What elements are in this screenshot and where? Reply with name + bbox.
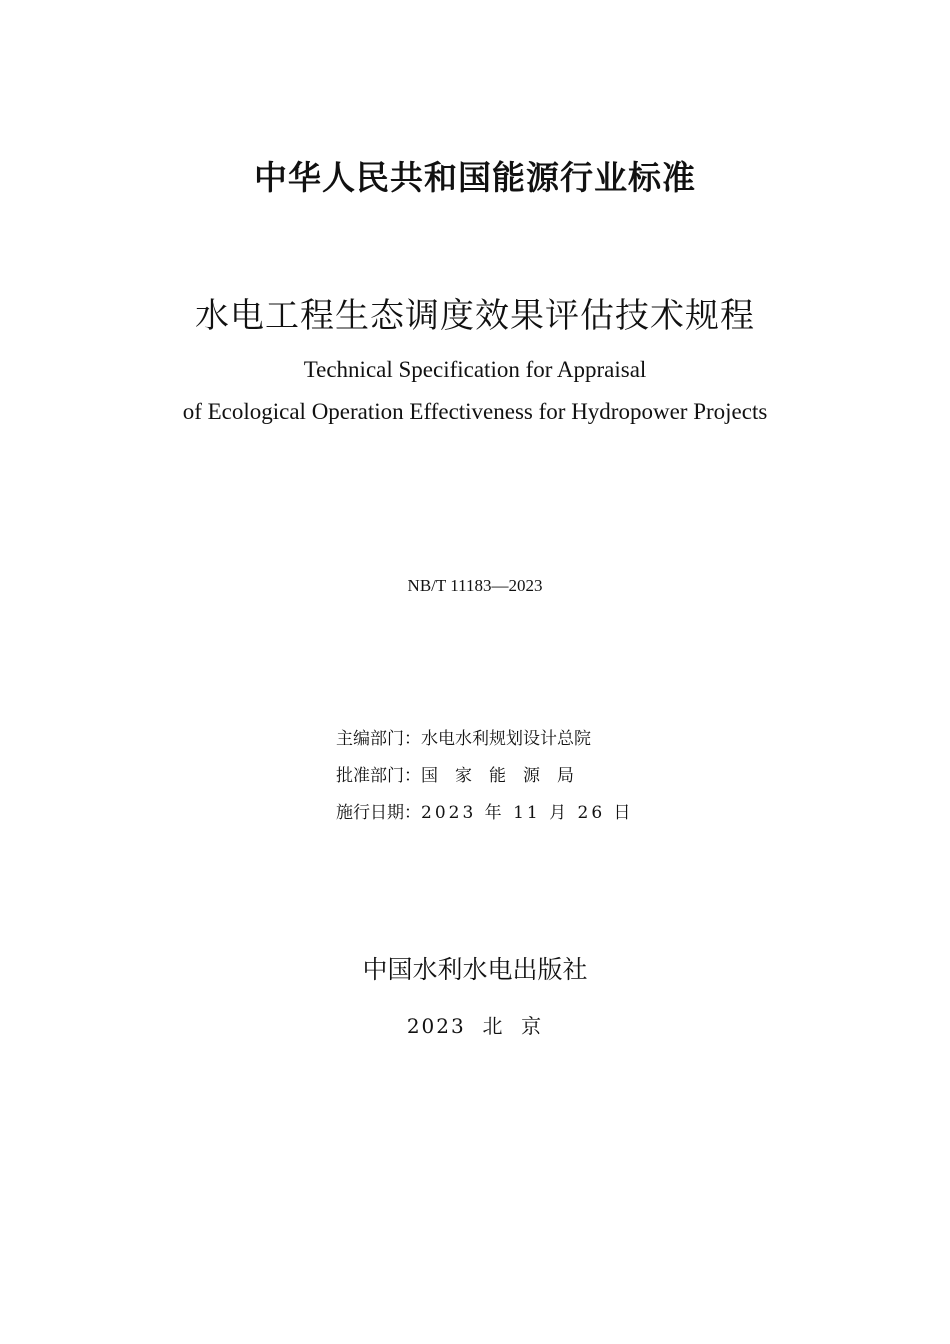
editor-row <box>336 724 591 749</box>
editor-value: 水电水利规划设计总院 <box>421 729 591 749</box>
approver-value: 国家能源局 <box>421 766 591 786</box>
editor-label: 主编部门： <box>336 729 421 749</box>
document-title-chinese: 水电工程生态调度效果评估技术规程 <box>195 296 755 336</box>
effective-date-label: 施行日期： <box>336 803 421 823</box>
effective-date-row <box>336 798 634 823</box>
document-title-english-line-2: of Ecological Operation Effectiveness for Hydropower Projects <box>182 399 768 424</box>
approver-label: 批准部门： <box>336 766 421 786</box>
publisher-name: 中国水利水电出版社 <box>362 955 588 984</box>
effective-date-value: 2023 年 11 月 26 日 <box>421 803 634 823</box>
publication-year-place: 2023 北 京 <box>406 1014 544 1038</box>
standard-code: NB/T 11183—2023 <box>407 576 543 595</box>
industry-standard-heading: 中华人民共和国能源行业标准 <box>254 158 696 197</box>
approver-row <box>336 761 591 786</box>
document-title-english-line-1: Technical Specification for Appraisal <box>303 357 647 382</box>
